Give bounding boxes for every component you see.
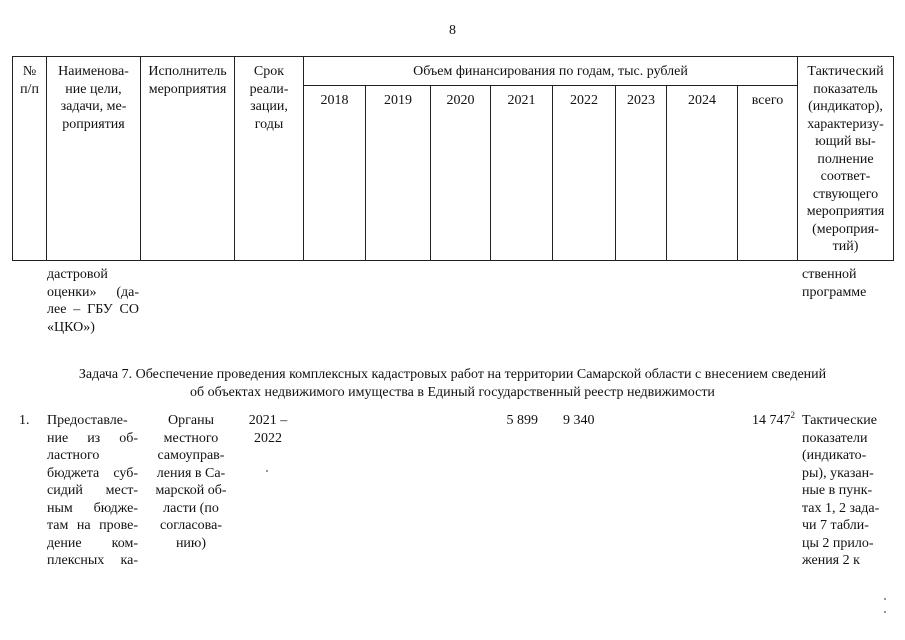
header-line: Наименова- [58, 64, 129, 79]
task-7-title [30, 366, 875, 401]
text-line: ные в пунк- [802, 483, 873, 498]
header-line: № [22, 64, 37, 79]
col-line [615, 85, 616, 261]
continuation-indicator [802, 266, 894, 301]
header-line: Срок [253, 64, 285, 79]
text-line: местного [163, 430, 219, 446]
text-line: ние из об- [47, 430, 138, 446]
header-line: (мероприя- [812, 221, 879, 237]
continuation-name [47, 266, 139, 336]
text-line: 2021 – [248, 413, 288, 428]
title-line: об объектах недвижимого имущества в Единый государственный реестр недвижимости [190, 384, 715, 400]
text-line: (индикато- [802, 448, 867, 463]
header-line: роприятия [62, 116, 125, 132]
text-line: ления в Са- [156, 465, 226, 481]
col-line [365, 85, 366, 261]
header-line: мероприятия [148, 81, 227, 97]
header-line: реали- [249, 81, 289, 97]
header-line: показатель [813, 81, 878, 97]
col-line [430, 85, 431, 261]
scan-speck [266, 470, 268, 472]
text-line: дастровой [47, 267, 108, 282]
header-line: п/п [20, 81, 39, 97]
header-bottom-border [12, 260, 894, 261]
header-line: ющий вы- [815, 134, 876, 149]
header-year-2021: 2021 [507, 93, 536, 108]
text-line: ласти (по [163, 500, 219, 516]
header-term [235, 63, 303, 133]
text-line: ственной [802, 267, 857, 282]
header-year-2020: 2020 [446, 93, 475, 108]
text-line: сидий мест- [47, 483, 138, 498]
text-line: плексных ка- [47, 553, 138, 568]
row-1-term [236, 412, 300, 447]
header-indicator [798, 63, 893, 256]
header-line: (индикатор), [808, 99, 883, 114]
header-line: ние цели, [65, 81, 122, 97]
title-line: Задача 7. Обеспечение проведения комплексных кадастровых работ на территории Самарской области с внесением сведений [78, 367, 827, 382]
header-line: полнение [817, 151, 874, 167]
text-line: марской об- [155, 483, 227, 498]
text-line: там на прове- [47, 518, 138, 533]
row-1-executor [150, 412, 232, 552]
text-line: лее – ГБУ СО [47, 302, 139, 317]
text-line: цы 2 прило- [802, 535, 874, 551]
text-line: бюджета суб- [47, 465, 138, 481]
header-line: тий) [832, 239, 859, 254]
header-year-2019: 2019 [384, 93, 412, 108]
header-year-2018: 2018 [320, 93, 349, 108]
text-line: жения 2 к [802, 553, 860, 568]
funding-divider [303, 85, 797, 86]
page-number: 8 [449, 23, 456, 38]
header-line: Исполнитель [148, 64, 227, 79]
text-line: самоуправ- [157, 448, 225, 463]
total-value: 14 747 [752, 413, 791, 428]
table-header [12, 56, 894, 260]
text-line: показатели [802, 430, 868, 446]
header-line: соответ- [820, 169, 871, 184]
text-line: дение ком- [47, 535, 138, 551]
row-1-value-2021: 5 899 [506, 413, 538, 428]
row-1-name [47, 412, 138, 570]
text-line: согласова- [160, 518, 222, 533]
header-line: ствующего [812, 186, 879, 202]
text-line: программе [802, 284, 867, 300]
col-line [552, 85, 553, 261]
header-total: всего [751, 93, 784, 108]
text-line: Органы [168, 413, 214, 428]
text-line: «ЦКО») [47, 319, 95, 335]
col-line [490, 85, 491, 261]
header-line: годы [254, 116, 284, 132]
row-1-number: 1. [19, 413, 30, 428]
row-1-value-2022: 9 340 [563, 413, 595, 428]
header-line: характеризу- [807, 116, 884, 132]
row-1-total [715, 412, 795, 430]
row-1-indicator [802, 412, 894, 570]
header-line: зации, [250, 99, 288, 114]
text-line: нию) [175, 535, 207, 551]
text-line: ры), указан- [802, 465, 874, 481]
header-funding-title: Объем финансирования по годам, тыс. рублей [413, 64, 688, 79]
col-line [303, 56, 304, 261]
header-line: Тактический [807, 64, 884, 79]
text-line: ластного [47, 448, 100, 463]
text-line: чи 7 табли- [802, 518, 869, 533]
col-line [893, 56, 894, 261]
text-line: Тактические [802, 413, 877, 428]
header-executor [141, 63, 234, 98]
header-year-2024: 2024 [688, 93, 716, 108]
text-line: Предоставле- [47, 413, 128, 428]
header-top-border [12, 56, 894, 57]
header-name [47, 63, 140, 133]
text-line: оценки» (да- [47, 284, 139, 300]
header-line: мероприятия [806, 204, 885, 219]
header-line: задачи, ме- [60, 99, 127, 114]
header-year-2023: 2023 [627, 93, 655, 108]
scan-speck [884, 598, 886, 600]
text-line: 2022 [254, 430, 282, 446]
header-number [13, 63, 46, 98]
col-line [666, 85, 667, 261]
header-year-2022: 2022 [570, 93, 598, 108]
text-line: тах 1, 2 зада- [802, 500, 880, 516]
text-line: ным бюдже- [47, 500, 138, 516]
col-line [737, 85, 738, 261]
footnote-mark: 2 [790, 410, 795, 420]
scan-speck [884, 611, 886, 613]
